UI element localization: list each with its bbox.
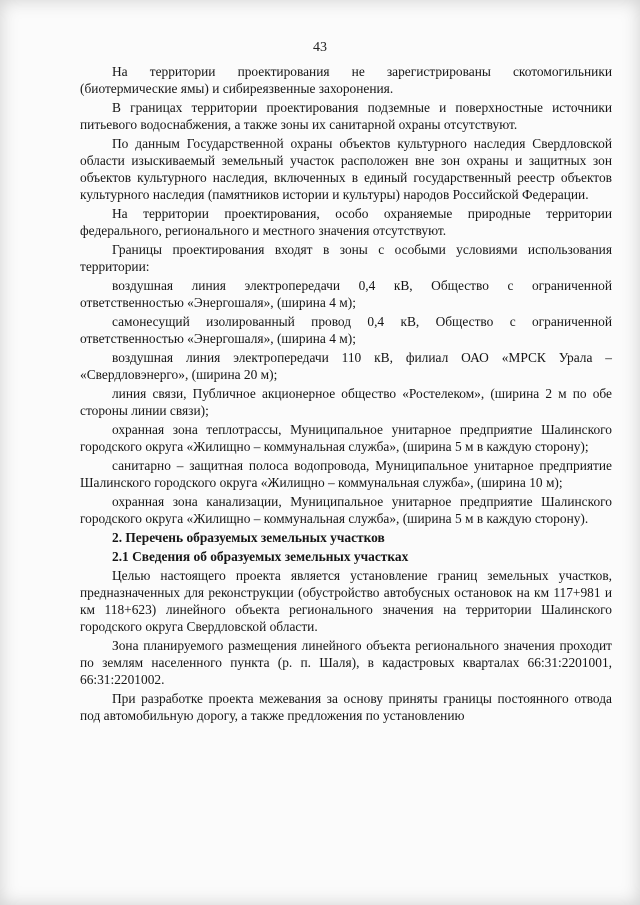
- section-heading: 2. Перечень образуемых земельных участков: [112, 530, 385, 545]
- zone-list-item: линия связи, Публичное акционерное общество «Ростелеком», (ширина 2 м по обе стороны линии связи);: [80, 386, 612, 418]
- paragraph: По данным Государственной охраны объектов культурного наследия Свердловской области изыскиваемый земельный участок расположен вне зон охраны и защитных зон объектов культурного наследия, включенных в единый государственный реестр объектов культурного наследия (памятников истории и культуры) народов Российской Федерации.: [80, 136, 612, 202]
- document-body: [80, 63, 612, 726]
- page-number: 43: [313, 40, 327, 55]
- paragraph: Границы проектирования входят в зоны с особыми условиями использования территории:: [80, 242, 612, 274]
- zone-list-item: охранная зона канализации, Муниципальное унитарное предприятие Шалинского городского округа «Жилищно – коммунальная служба», (ширина 5 м в каждую сторону).: [80, 494, 612, 526]
- subsection-heading: 2.1 Сведения об образуемых земельных участках: [112, 549, 409, 564]
- paragraph: При разработке проекта межевания за основу приняты границы постоянного отвода под автомобильную дорогу, а также предложения по установлению: [80, 691, 612, 723]
- zone-list-item: воздушная линия электропередачи 0,4 кВ, Общество с ограниченной ответственностью «Энергошаля», (ширина 4 м);: [80, 278, 612, 310]
- paragraph: Зона планируемого размещения линейного объекта регионального значения проходит по землям населенного пункта (р. п. Шаля), в кадастровых кварталах 66:31:2201001, 66:31:2201002.: [80, 638, 612, 687]
- zone-list-item: самонесущий изолированный провод 0,4 кВ, Общество с ограниченной ответственностью «Энергошаля», (ширина 4 м);: [80, 314, 612, 346]
- paragraph: В границах территории проектирования подземные и поверхностные источники питьевого водоснабжения, а также зоны их санитарной охраны отсутствуют.: [80, 100, 612, 132]
- paragraph: Целью настоящего проекта является установление границ земельных участков, предназначенных для реконструкции (обустройство автобусных остановок на км 117+981 и км 118+623) линейного объекта регионального значения на территории Шалинского городского округа Свердловской области.: [80, 568, 612, 634]
- paragraph: На территории проектирования не зарегистрированы скотомогильники (биотермические ямы) и сибиреязвенные захоронения.: [80, 64, 612, 96]
- zone-list-item: санитарно – защитная полоса водопровода, Муниципальное унитарное предприятие Шалинского городского округа «Жилищно – коммунальная служба», (ширина 10 м);: [80, 458, 612, 490]
- zone-list-item: охранная зона теплотрассы, Муниципальное унитарное предприятие Шалинского городского округа «Жилищно – коммунальная служба», (ширина 5 м в каждую сторону);: [80, 422, 612, 454]
- zone-list-item: воздушная линия электропередачи 110 кВ, филиал ОАО «МРСК Урала – «Свердловэнерго», (ширина 20 м);: [80, 350, 612, 382]
- paragraph: На территории проектирования, особо охраняемые природные территории федерального, регионального и местного значения отсутствуют.: [80, 206, 612, 238]
